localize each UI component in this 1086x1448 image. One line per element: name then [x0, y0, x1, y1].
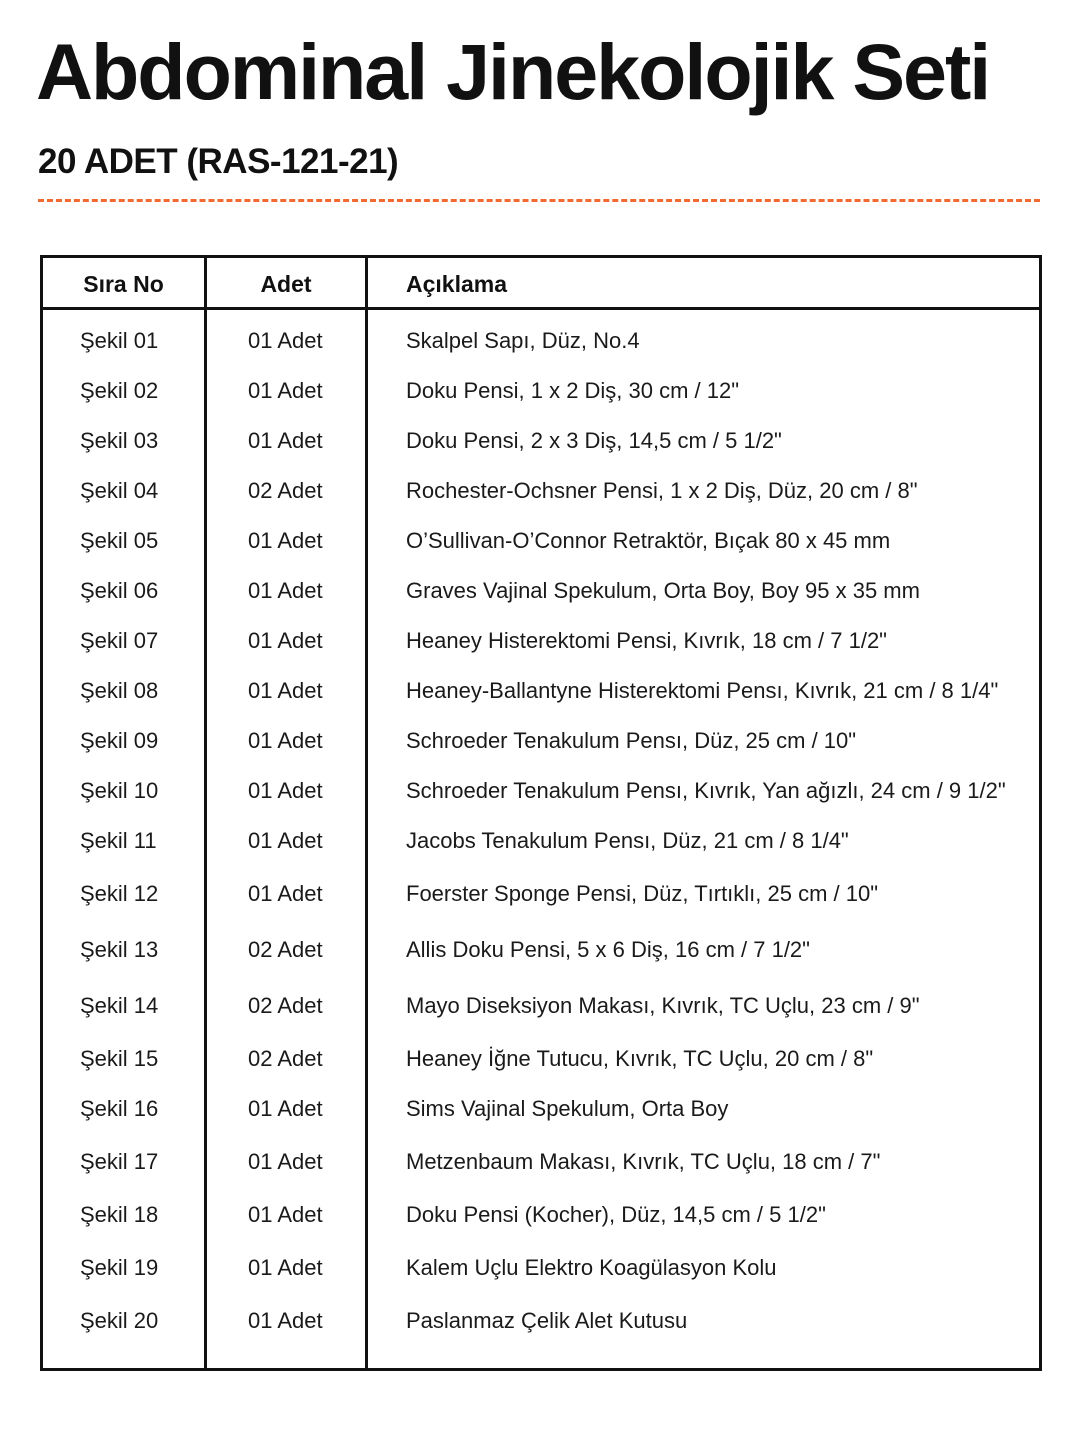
- cell-sira-no: Şekil 01: [80, 328, 159, 353]
- cell-adet: 01 Adet: [248, 628, 323, 653]
- dashed-divider: [38, 199, 1040, 202]
- cell-adet: 01 Adet: [248, 428, 323, 453]
- cell-adet: 01 Adet: [248, 1255, 323, 1280]
- set-subtitle: 20 ADET (RAS-121-21): [38, 142, 399, 181]
- cell-sira-no: Şekil 15: [80, 1046, 159, 1071]
- cell-sira-no: Şekil 06: [80, 578, 159, 603]
- cell-adet: 01 Adet: [248, 1149, 323, 1174]
- cell-adet: 01 Adet: [248, 528, 323, 553]
- table-row: [43, 1190, 1039, 1240]
- table-row: [43, 466, 1039, 516]
- cell-adet: 01 Adet: [248, 828, 323, 853]
- cell-aciklama: Metzenbaum Makası, Kıvrık, TC Uçlu, 18 cm / 7": [406, 1149, 881, 1174]
- cell-aciklama: Sims Vajinal Spekulum, Orta Boy: [406, 1096, 729, 1121]
- cell-aciklama: Schroeder Tenakulum Pensı, Düz, 25 cm / 10": [406, 728, 857, 753]
- cell-aciklama: Doku Pensi (Kocher), Düz, 14,5 cm / 5 1/2": [406, 1202, 826, 1227]
- table-row: [43, 1134, 1039, 1190]
- table-row: [43, 978, 1039, 1034]
- cell-adet: 02 Adet: [248, 1046, 323, 1071]
- cell-aciklama: Heaney İğne Tutucu, Kıvrık, TC Uçlu, 20 cm / 8": [406, 1046, 874, 1071]
- cell-sira-no: Şekil 19: [80, 1255, 159, 1280]
- cell-sira-no: Şekil 13: [80, 937, 159, 962]
- cell-aciklama: Doku Pensi, 1 x 2 Diş, 30 cm / 12": [406, 378, 740, 403]
- cell-aciklama: Jacobs Tenakulum Pensı, Düz, 21 cm / 8 1/4": [406, 828, 849, 853]
- cell-aciklama: Skalpel Sapı, Düz, No.4: [406, 328, 640, 353]
- cell-sira-no: Şekil 11: [80, 828, 157, 853]
- cell-sira-no: Şekil 20: [80, 1308, 159, 1333]
- cell-sira-no: Şekil 10: [80, 778, 159, 803]
- cell-adet: 01 Adet: [248, 378, 323, 403]
- cell-adet: 01 Adet: [248, 1308, 323, 1333]
- cell-aciklama: Allis Doku Pensi, 5 x 6 Diş, 16 cm / 7 1/2": [406, 937, 810, 962]
- table-row: [43, 516, 1039, 566]
- table-row: [43, 922, 1039, 978]
- cell-sira-no: Şekil 09: [80, 728, 159, 753]
- cell-aciklama: Heaney Histerektomi Pensi, Kıvrık, 18 cm / 7 1/2": [406, 628, 887, 653]
- cell-adet: 01 Adet: [248, 728, 323, 753]
- table-row: [43, 1296, 1039, 1346]
- cell-aciklama: Mayo Diseksiyon Makası, Kıvrık, TC Uçlu, 23 cm / 9": [406, 993, 920, 1018]
- cell-aciklama: Schroeder Tenakulum Pensı, Kıvrık, Yan ağızlı, 24 cm / 9 1/2": [406, 778, 1006, 803]
- cell-sira-no: Şekil 14: [80, 993, 159, 1018]
- cell-sira-no: Şekil 18: [80, 1202, 159, 1227]
- header-aciklama: Açıklama: [406, 271, 508, 297]
- cell-sira-no: Şekil 05: [80, 528, 159, 553]
- cell-sira-no: Şekil 03: [80, 428, 159, 453]
- cell-sira-no: Şekil 07: [80, 628, 159, 653]
- table-body: [43, 316, 1039, 1346]
- cell-aciklama: Heaney-Ballantyne Histerektomi Pensı, Kıvrık, 21 cm / 8 1/4": [406, 678, 999, 703]
- table-row: [43, 1084, 1039, 1134]
- instrument-table: [40, 255, 1042, 1371]
- cell-sira-no: Şekil 08: [80, 678, 159, 703]
- cell-adet: 01 Adet: [248, 678, 323, 703]
- table-row: [43, 416, 1039, 466]
- cell-sira-no: Şekil 02: [80, 378, 159, 403]
- cell-aciklama: Rochester-Ochsner Pensi, 1 x 2 Diş, Düz, 20 cm / 8": [406, 478, 918, 503]
- cell-adet: 01 Adet: [248, 328, 323, 353]
- table-row: [43, 666, 1039, 716]
- cell-adet: 01 Adet: [248, 578, 323, 603]
- table-row: [43, 616, 1039, 666]
- table-row: [43, 716, 1039, 766]
- cell-aciklama: Doku Pensi, 2 x 3 Diş, 14,5 cm / 5 1/2": [406, 428, 782, 453]
- cell-adet: 01 Adet: [248, 1202, 323, 1227]
- cell-adet: 01 Adet: [248, 778, 323, 803]
- cell-sira-no: Şekil 12: [80, 881, 159, 906]
- cell-adet: 01 Adet: [248, 881, 323, 906]
- table-row: [43, 1034, 1039, 1084]
- table-row: [43, 866, 1039, 922]
- cell-adet: 01 Adet: [248, 1096, 323, 1121]
- table-row: [43, 1240, 1039, 1296]
- header-sira-no: Sıra No: [83, 271, 164, 297]
- cell-aciklama: Graves Vajinal Spekulum, Orta Boy, Boy 95 x 35 mm: [406, 578, 920, 603]
- cell-adet: 02 Adet: [248, 937, 323, 962]
- table-row: [43, 766, 1039, 816]
- table-row: [43, 566, 1039, 616]
- table-row: [43, 816, 1039, 866]
- cell-aciklama: O’Sullivan-O’Connor Retraktör, Bıçak 80 x 45 mm: [406, 528, 891, 553]
- page-title: Abdominal Jinekolojik Seti: [36, 27, 990, 116]
- cell-aciklama: Foerster Sponge Pensi, Düz, Tırtıklı, 25 cm / 10": [406, 881, 879, 906]
- cell-adet: 02 Adet: [248, 478, 323, 503]
- cell-adet: 02 Adet: [248, 993, 323, 1018]
- cell-sira-no: Şekil 04: [80, 478, 159, 503]
- cell-aciklama: Paslanmaz Çelik Alet Kutusu: [406, 1308, 688, 1333]
- header-adet: Adet: [260, 271, 312, 297]
- cell-sira-no: Şekil 17: [80, 1149, 159, 1174]
- table-row: [43, 316, 1039, 366]
- cell-aciklama: Kalem Uçlu Elektro Koagülasyon Kolu: [406, 1255, 777, 1280]
- cell-sira-no: Şekil 16: [80, 1096, 159, 1121]
- table-row: [43, 366, 1039, 416]
